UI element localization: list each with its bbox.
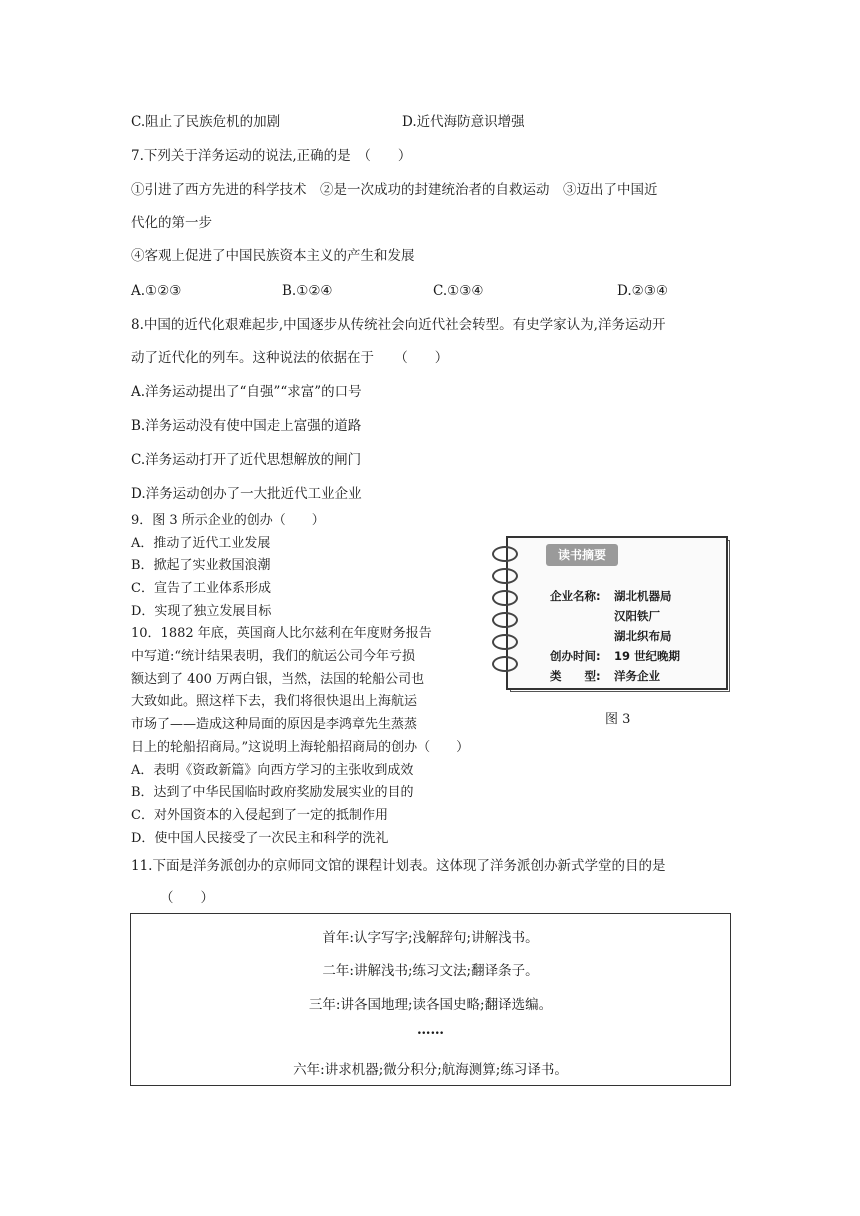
spiral-ring-icon — [492, 612, 518, 628]
enterprise-name-2: 汉阳铁厂 — [614, 609, 660, 623]
notebook-title: 读书摘要 — [546, 544, 618, 566]
q10-option-b: B．达到了中华民国临时政府奖励发展实业的目的 — [131, 785, 414, 800]
q10-option-a: A．表明《资政新篇》向西方学习的主张收到成效 — [131, 763, 414, 778]
curriculum-table — [130, 913, 731, 1086]
q6-option-c: C.阻止了民族危机的加剧 — [131, 114, 281, 130]
founding-time: 19 世纪晚期 — [614, 649, 681, 663]
q10-stem-line5: 市场了——造成这种局面的原因是李鸿章先生蒸蒸 — [131, 717, 418, 732]
enterprise-name-3: 湖北织布局 — [614, 629, 672, 643]
q10-option-c: C．对外国资本的入侵起到了一定的抵制作用 — [131, 808, 388, 823]
figure-3-caption: 图 3 — [605, 712, 631, 727]
spiral-ring-icon — [492, 546, 518, 562]
q7-option-a: A.①②③ — [131, 283, 182, 299]
q7-statement-4: ④客观上促进了中国民族资本主义的产生和发展 — [131, 248, 415, 264]
q10-stem-line4: 大致如此。照这样下去，我们将很快退出上海航运 — [131, 694, 418, 709]
q7-option-c: C.①③④ — [433, 283, 484, 299]
q7-stem: 7.下列关于洋务运动的说法,正确的是 （ ） — [131, 148, 412, 164]
q9-option-a: A．推动了近代工业发展 — [131, 536, 271, 551]
curriculum-row-year2: 二年:讲解浅书;练习文法;翻译条子。 — [322, 963, 539, 979]
q6-option-d: D.近代海防意识增强 — [402, 114, 525, 130]
label-enterprise-name: 企业名称: — [550, 589, 601, 603]
q8-option-b: B.洋务运动没有使中国走上富强的道路 — [131, 418, 362, 434]
q8-option-a: A.洋务运动提出了“自强”“求富”的口号 — [131, 384, 362, 400]
spiral-ring-icon — [492, 590, 518, 606]
label-type: 类 型: — [550, 669, 601, 683]
q9-stem: 9．图 3 所示企业的创办（ ） — [131, 513, 325, 528]
enterprise-name-1: 湖北机器局 — [614, 589, 672, 603]
q7-option-d: D.②③④ — [617, 283, 668, 299]
enterprise-type: 洋务企业 — [614, 669, 660, 683]
spiral-ring-icon — [492, 656, 518, 672]
q10-stem-line3: 额达到了 400 万两白银，当然，法国的轮船公司也 — [131, 672, 425, 687]
curriculum-row-year3: 三年:讲各国地理;读各国史略;翻译选编。 — [308, 997, 553, 1013]
q10-option-d: D．使中国人民接受了一次民主和科学的洗礼 — [131, 831, 389, 846]
q10-stem-line2: 中写道:“统计结果表明，我们的航运公司今年亏损 — [131, 649, 416, 664]
q9-option-b: B．掀起了实业救国浪潮 — [131, 558, 271, 573]
q10-stem-line6: 日上的轮船招商局。”这说明上海轮船招商局的创办（ ） — [131, 740, 470, 755]
curriculum-row-ellipsis: …… — [417, 1022, 444, 1038]
q9-option-c: C．宣告了工业体系形成 — [131, 581, 271, 596]
q7-statement-1-cont: 代化的第一步 — [131, 215, 212, 231]
q8-stem-line2: 动了近代化的列车。这种说法的依据在于 （ ） — [131, 350, 449, 366]
figure-3-notebook — [492, 532, 727, 690]
q8-option-c: C.洋务运动打开了近代思想解放的闸门 — [131, 452, 362, 468]
spiral-ring-icon — [492, 568, 518, 584]
q9-option-d: D．实现了独立发展目标 — [131, 604, 272, 619]
curriculum-row-year1: 首年:认字写字;浅解辞句;讲解浅书。 — [322, 930, 539, 946]
q7-statement-1: ①引进了西方先进的科学技术 ②是一次成功的封建统治者的自救运动 ③迈出了中国近 — [131, 182, 658, 198]
curriculum-row-year6: 六年:讲求机器;微分积分;航海测算;练习译书。 — [293, 1062, 568, 1078]
q10-stem-line1: 10．1882 年底，英国商人比尔兹利在年度财务报告 — [131, 626, 432, 641]
q11-stem-line1: 11.下面是洋务派创办的京师同文馆的课程计划表。这体现了洋务派创办新式学堂的目的是 — [131, 858, 666, 874]
q8-stem-line1: 8.中国的近代化艰难起步,中国逐步从传统社会向近代社会转型。有史学家认为,洋务运动开 — [131, 317, 666, 333]
q8-option-d: D.洋务运动创办了一大批近代工业企业 — [131, 486, 362, 502]
q11-answer-bracket: （ ） — [160, 890, 214, 906]
spiral-ring-icon — [492, 634, 518, 650]
q7-option-b: B.①②④ — [282, 283, 333, 299]
label-founding-time: 创办时间: — [550, 649, 601, 663]
